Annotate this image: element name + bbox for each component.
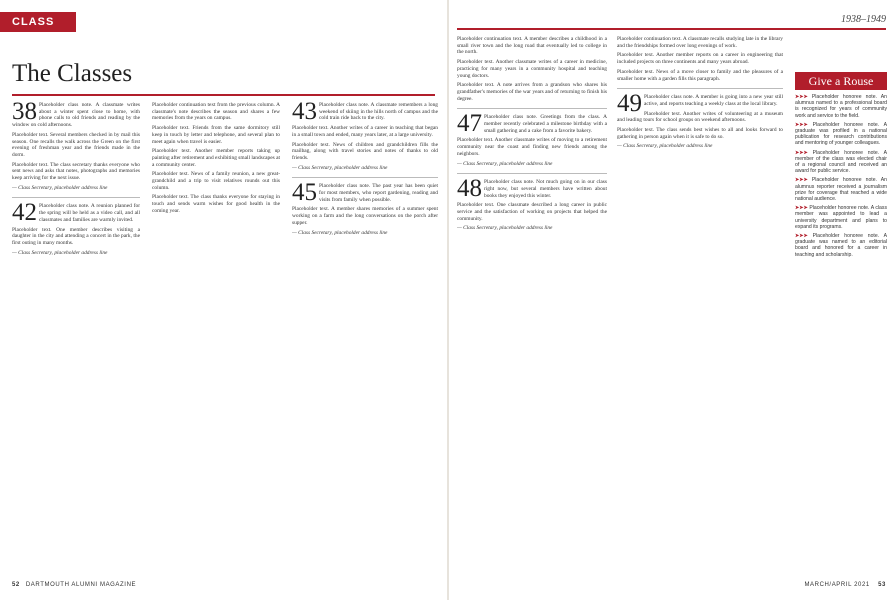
note-paragraph: Placeholder class note. A classmate remembers a long weekend of skiing in the hills north of campus and the cold train ride back to the city.: [319, 102, 438, 122]
note-paragraph: Placeholder text. Several members checked in by mail this season. One recalls the walk across the Green on the first evening of freshman year and the friends made in the dorm.: [12, 131, 140, 158]
class-year-number: 48: [457, 175, 482, 203]
header-rule: [457, 28, 886, 30]
class-note-38: [12, 102, 140, 191]
class-year-number: 42: [12, 199, 37, 227]
note-paragraph: Placeholder text. The class sends best wishes to all and looks forward to gathering in person again when it is safe to do so.: [617, 127, 783, 140]
class-note-43: [292, 102, 438, 171]
rouse-entry: ➤➤➤ Placeholder honoree note. A member of the class was elected chair of a regional council and received an award for public service.: [795, 149, 887, 175]
right-col-2: Placeholder continuation text. A classmate recalls studying late in the library and the friendships formed over long evenings of work. Placeholder text. Another member reports on a career in engineering that included projects on three continents and many years abroad. Placeholder text. News of a move closer to family and the pleasures of a smaller home with a garden fills this paragraph. 49 Placeholder class note. A member is going into a new year still active, and reports teaching a weekly class at the local library. Placeholder text. Another writes of volunteering at a museum and leading tours for school groups on weekend afternoons. Placeholder text. The class sends best wishes to all and looks forward to gathering in person again when it is safe to do so. — Class Secretary, placeholder address line: [617, 36, 783, 150]
title-rule: [12, 94, 435, 96]
note-paragraph: Placeholder class note. A member is going into a new year still active, and reports teaching a weekly class at the local library.: [644, 94, 783, 107]
divider: [457, 108, 607, 109]
rouse-entry: ➤➤➤ Placeholder honoree note. An alumnus reporter received a journalism prize for coverage that reached a wide national audience.: [795, 177, 887, 203]
note-paragraph: Placeholder class note. A reunion planned for the spring will be held as a video call, and all classmates and families are warmly invited.: [39, 203, 140, 223]
left-footer: [12, 582, 136, 588]
arrow-icon: ➤➤➤: [795, 233, 813, 240]
note-paragraph: Placeholder class note. Greetings from the class. A member recently celebrated a milestone birthday with a small gathering and a cake from a favorite bakery.: [484, 114, 607, 134]
right-page-number: 53: [878, 582, 886, 588]
class-year-number: 47: [457, 110, 482, 138]
rouse-entry: ➤➤➤ Placeholder honoree note. A class member was appointed to lead a university department and plans to expand its programs.: [795, 205, 887, 230]
arrow-icon: ➤➤➤: [795, 149, 813, 156]
note-signature: — Class Secretary, placeholder address line: [12, 184, 108, 191]
rouse-entry: ➤➤➤ Placeholder honoree note. An alumnus named to a professional board is recognized for years of community work and service to the field.: [795, 94, 887, 119]
note-signature: — Class Secretary, placeholder address line: [292, 229, 388, 236]
note-paragraph: Placeholder text. News of children and grandchildren fills the mailbag, along with travel stories and notes of thanks to old friends.: [292, 141, 438, 161]
class-note-45: [292, 179, 438, 236]
left-col-3: [292, 102, 438, 572]
divider: [292, 177, 438, 178]
left-col-2: Placeholder continuation text from the previous column. A classmate's note describes the season and shares a few memories from the years on campus. Placeholder text. Friends from the same dormitory still keep in touch by letter and telephone, and several plan to meet again when travel is easier. Placeholder text. Another member reports taking up painting after retirement and exhibiting small landscapes at a community center. Placeholder text. News of a family reunion, a new great-grandchild and a trip to visit relatives rounds out this column. Placeholder text. The class thanks everyone for staying in touch and sends warm wishes for good health in the coming year.: [152, 102, 280, 214]
arrow-icon: ➤➤➤: [795, 177, 812, 184]
class-note-42: [12, 199, 140, 256]
class-year-number: 38: [12, 102, 37, 125]
arrow-icon: ➤➤➤: [795, 121, 813, 128]
note-paragraph: Placeholder class note. Not much going on in our class right now, but several members have written about books they enjoyed this winter.: [484, 179, 607, 199]
note-signature: — Class Secretary, placeholder address line: [292, 164, 388, 171]
right-col-1: Placeholder continuation text. A member describes a childhood in a small river town and the long road that eventually led to college in the north. Placeholder text. Another classmate writes of a career in medicine, practicing for many years in a community hospital and teaching young doctors. Placeholder text. A note arrives from a grandson who shares his grandfather's memories of the war years and of returning to finish his degree. 47 Placeholder class note. Greetings from the class. A member recently celebrated a milestone birthday with a small gathering and a cake from a favorite bakery. Placeholder text. Another classmate writes of moving to a retirement community near the coast and finding new friends among the neighbors. — Class Secretary, placeholder address line 48 Placeholder class note. Not much going on in our class right now, but several members have written about books they enjoyed this winter. Placeholder text. One classmate described a long career in public service and the satisfaction of working on projects that helped the community. — Class Secretary, placeholder address line: [457, 36, 607, 232]
right-page: [449, 0, 896, 600]
note-paragraph: Placeholder text. A member shares memories of a summer spent working on a farm and the long conversations on the porch after supper.: [292, 206, 438, 226]
divider: [12, 197, 140, 198]
left-col-1: [12, 102, 140, 572]
sidebar-body: [795, 90, 887, 258]
note-signature: — Class Secretary, placeholder address line: [12, 249, 108, 256]
give-a-rouse-sidebar: [795, 72, 887, 261]
rouse-entry: ➤➤➤ Placeholder honoree note. A graduate was named to an editorial board and honored for a career in teaching and scholarship.: [795, 233, 887, 258]
note-paragraph: Placeholder class note. A classmate writes about a winter spent close to home, with phone calls to old friends and reading by the window on cold afternoons.: [12, 102, 140, 129]
note-paragraph: Placeholder class note. The past year has been quiet for most members, who report gardening, reading and visits from family when possible.: [319, 183, 438, 203]
section-title: The Classes: [12, 60, 133, 87]
note-signature: — Class Secretary, placeholder address line: [457, 225, 553, 232]
note-paragraph: Placeholder text. Another writes of volunteering at a museum and leading tours for school groups on weekend afternoons.: [617, 110, 783, 124]
years-range: 1938–1949: [841, 14, 886, 25]
rouse-entry: ➤➤➤ Placeholder honoree note. A graduate was profiled in a national publication for research contributions and mentoring of younger colleagues.: [795, 121, 887, 147]
class-note-48: [457, 175, 607, 232]
note-signature: — Class Secretary, placeholder address line: [457, 160, 553, 167]
left-page: [0, 0, 447, 600]
sidebar-heading: Give a Rouse: [795, 72, 887, 90]
issue-date: MARCH/APRIL 2021: [804, 582, 870, 588]
note-paragraph: Placeholder text. The class secretary thanks everyone who sent news and asks that notes, photographs and memories keep arriving for the next issue.: [12, 161, 140, 182]
class-year-number: 45: [292, 179, 317, 207]
class-note-47: [457, 110, 607, 167]
arrow-icon: ➤➤➤: [795, 94, 812, 100]
divider: [617, 88, 783, 89]
class-notes-tab: CLASS NOTES: [0, 12, 76, 32]
divider: [457, 173, 607, 174]
note-paragraph: Placeholder text. Another classmate writes of moving to a retirement community near the coast and finding new friends among the neighbors.: [457, 137, 607, 157]
class-year-number: 43: [292, 102, 317, 125]
arrow-icon: ➤➤➤: [795, 205, 810, 212]
magazine-name: DARTMOUTH ALUMNI MAGAZINE: [25, 582, 137, 588]
note-paragraph: Placeholder text. One member describes visiting a daughter in the city and attending a concert in the park, the first outing in many months.: [12, 226, 140, 246]
right-footer: [804, 582, 886, 588]
note-signature: — Class Secretary, placeholder address line: [617, 143, 713, 150]
note-paragraph: Placeholder text. One classmate described a long career in public service and the satisfaction of working on projects that helped the community.: [457, 202, 607, 222]
left-page-number: 52: [12, 582, 20, 588]
note-paragraph: Placeholder text. Another writes of a career in teaching that began in a small town and ended, many years later, at a large university.: [292, 125, 438, 138]
class-year-number: 49: [617, 90, 642, 118]
